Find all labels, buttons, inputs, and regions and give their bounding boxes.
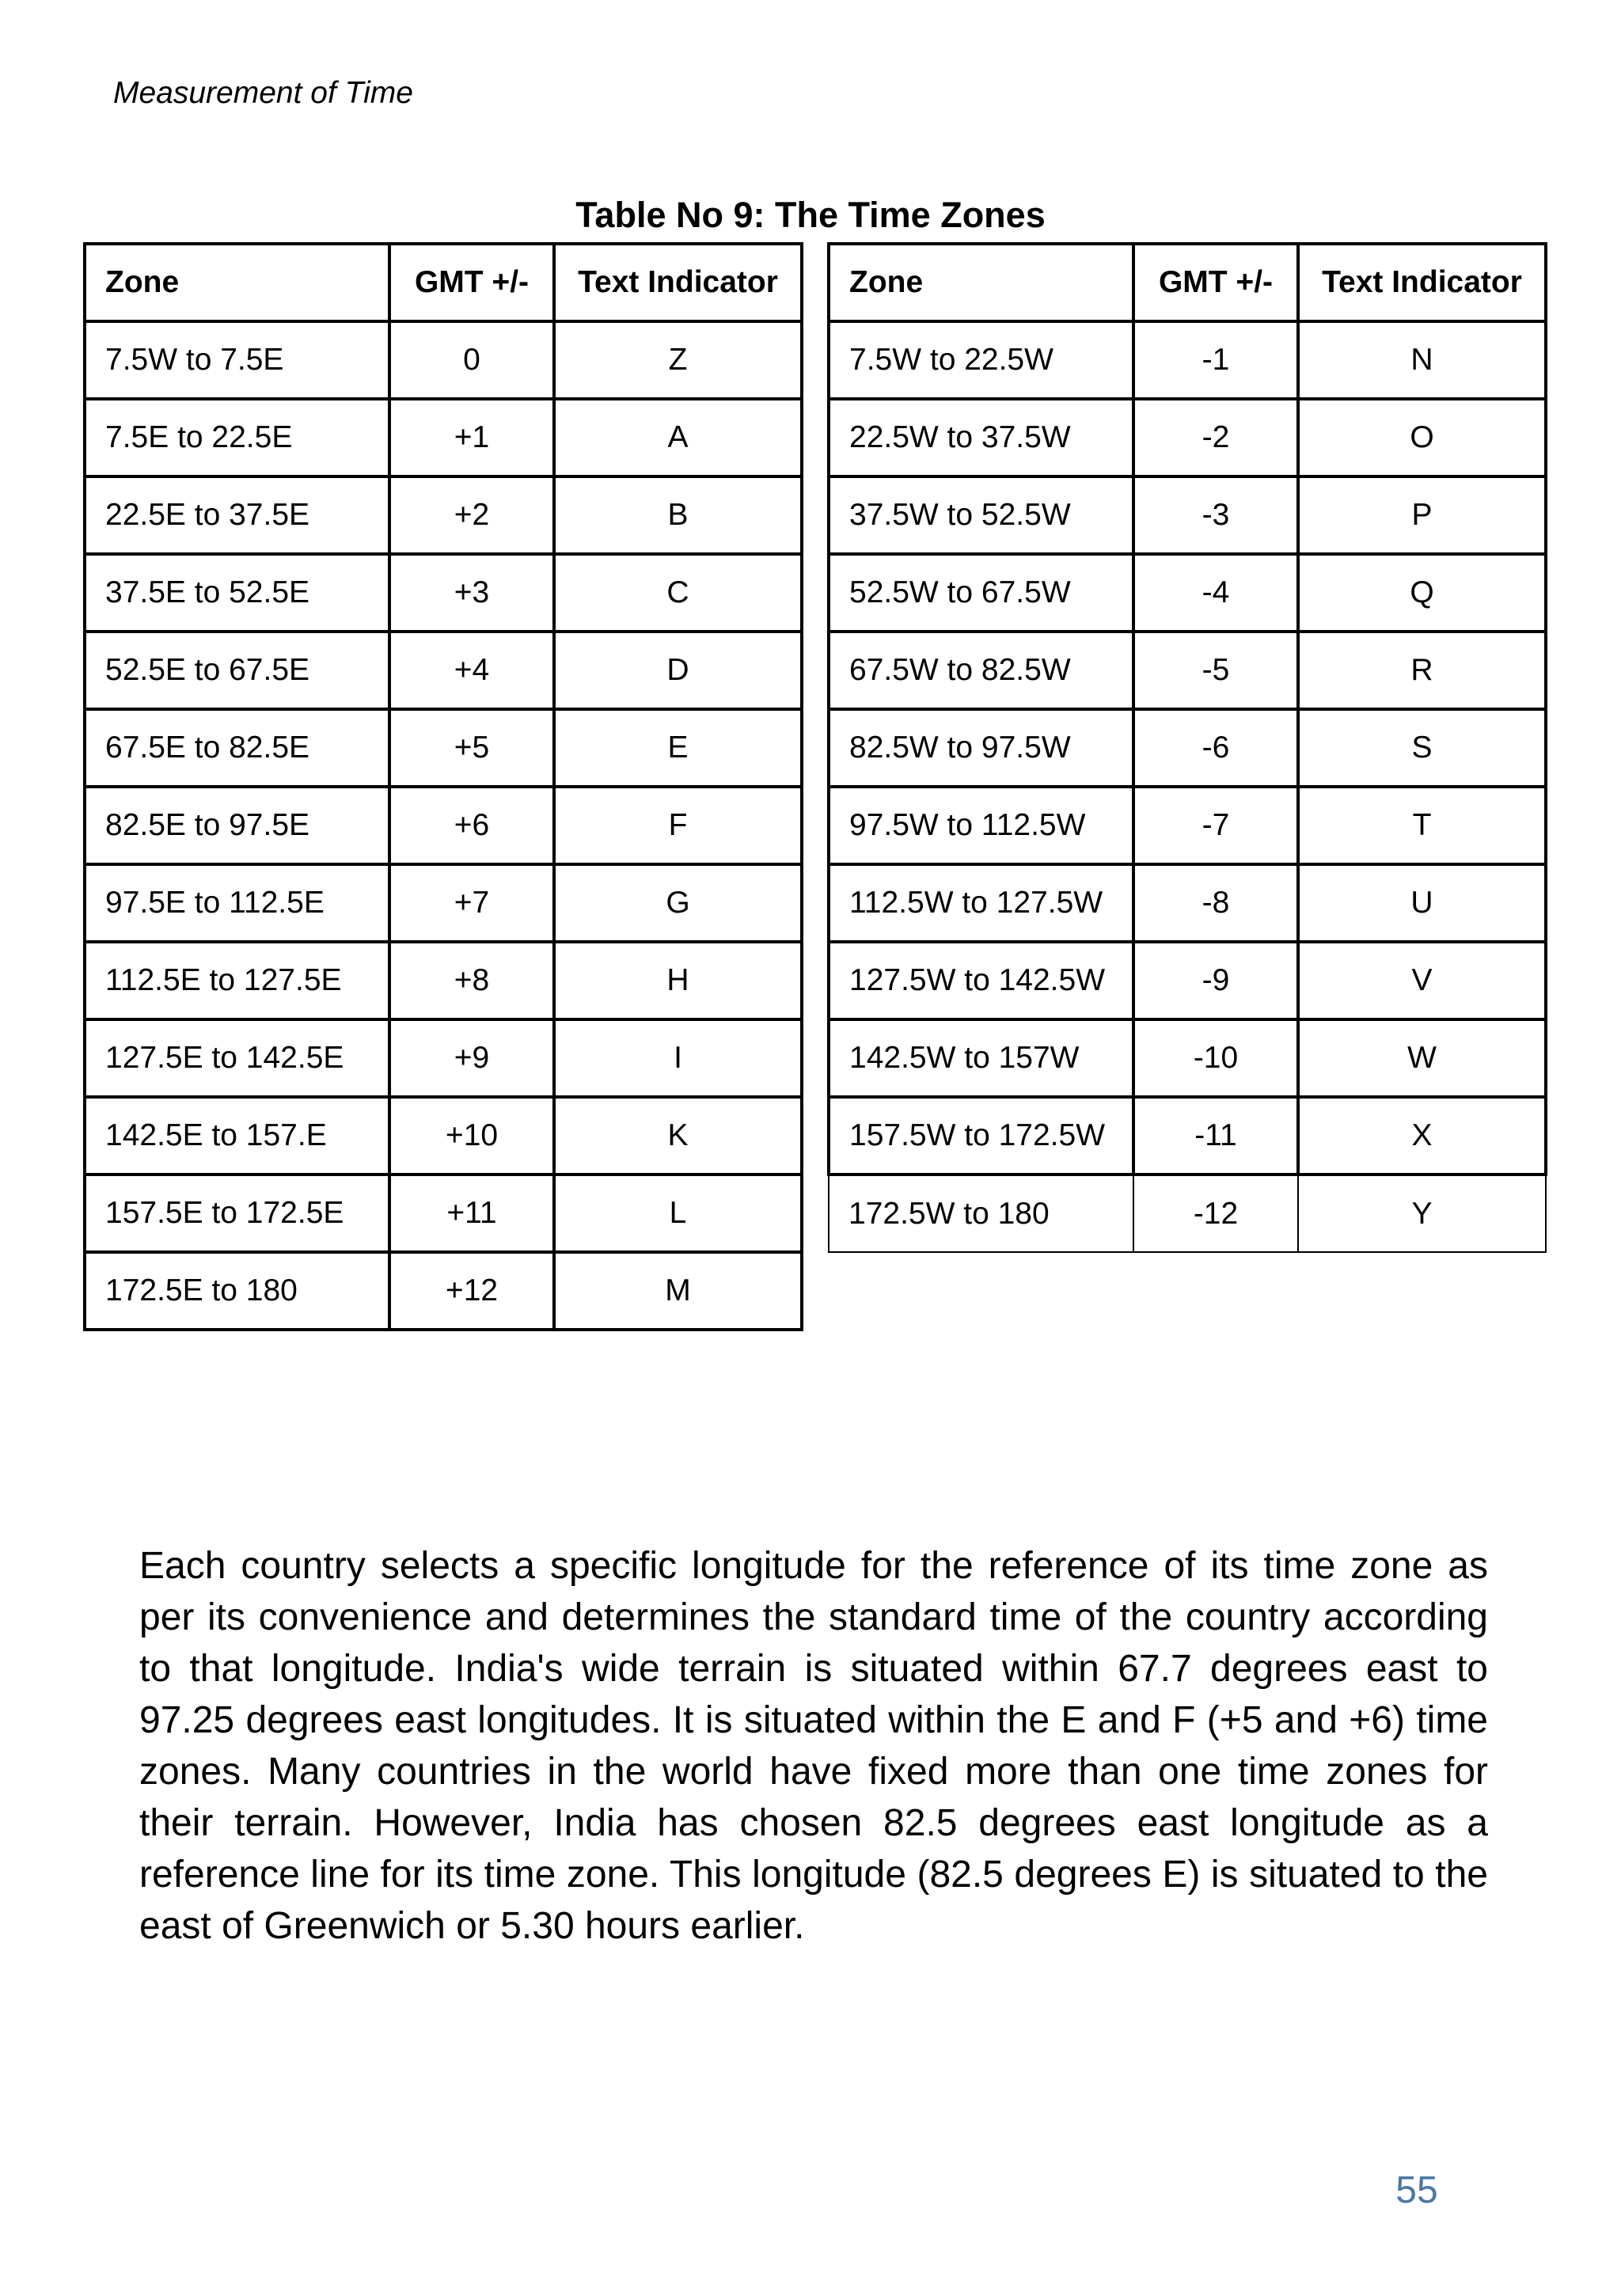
table-row <box>85 476 802 554</box>
cell-text-indicator: C <box>554 554 802 632</box>
cell-zone: 97.5W to 112.5W <box>829 787 1133 864</box>
table-row <box>85 864 802 942</box>
table-row <box>829 787 1546 864</box>
table-row <box>829 1019 1546 1097</box>
cell-text-indicator: F <box>554 787 802 864</box>
page-number: 55 <box>1395 2169 1438 2211</box>
cell-zone: 142.5E to 157.E <box>85 1097 389 1175</box>
table-header-row <box>85 244 802 321</box>
table-row <box>829 1097 1546 1175</box>
cell-zone: 142.5W to 157W <box>829 1019 1133 1097</box>
cell-text-indicator: M <box>554 1252 802 1330</box>
table-row <box>829 399 1546 476</box>
table-header-row <box>829 244 1546 321</box>
cell-zone: 112.5W to 127.5W <box>829 864 1133 942</box>
cell-zone: 7.5W to 22.5W <box>829 321 1133 399</box>
body-paragraph: Each country selects a specific longitude for the reference of its time zone as per its convenience and determines the standard time of the country according to that longitude. India's wide terrain is situated within 67.7 degrees east to 97.25 degrees east longitudes. It is situated within the E and F (+5 and +6) time zones. Many countries in the world have fixed more than one time zones for their terrain. However, India has chosen 82.5 degrees east longitude as a reference line for its time zone. This longitude (82.5 degrees E) is situated to the east of Greenwich or 5.30 hours earlier. <box>139 1545 1488 1947</box>
cell-zone: 7.5W to 7.5E <box>85 321 389 399</box>
cell-gmt-offset: -8 <box>1133 864 1298 942</box>
cell-zone: 172.5E to 180 <box>85 1252 389 1330</box>
column-header-gmt: GMT +/- <box>1133 244 1298 321</box>
table-row <box>829 942 1546 1019</box>
cell-gmt-offset: -5 <box>1133 632 1298 709</box>
column-header-text-indicator: Text Indicator <box>1298 244 1546 321</box>
table-row <box>85 1019 802 1097</box>
table-row <box>829 709 1546 787</box>
cell-zone: 67.5E to 82.5E <box>85 709 389 787</box>
cell-gmt-offset: -4 <box>1133 554 1298 632</box>
table-row <box>85 1252 802 1330</box>
cell-text-indicator: E <box>554 709 802 787</box>
cell-text-indicator: O <box>1298 399 1546 476</box>
cell-gmt-offset: +5 <box>389 709 554 787</box>
cell-zone: 97.5E to 112.5E <box>85 864 389 942</box>
cell-gmt-offset: +8 <box>389 942 554 1019</box>
cell-gmt-offset: -1 <box>1133 321 1298 399</box>
cell-text-indicator: S <box>1298 709 1546 787</box>
time-zones-table-west <box>827 242 1547 1253</box>
cell-zone: 22.5E to 37.5E <box>85 476 389 554</box>
cell-zone: 22.5W to 37.5W <box>829 399 1133 476</box>
table-row <box>85 632 802 709</box>
cell-gmt-offset: -12 <box>1133 1175 1298 1252</box>
cell-text-indicator: R <box>1298 632 1546 709</box>
table-row <box>85 399 802 476</box>
cell-gmt-offset: -7 <box>1133 787 1298 864</box>
cell-gmt-offset: -11 <box>1133 1097 1298 1175</box>
cell-text-indicator: Q <box>1298 554 1546 632</box>
cell-zone: 112.5E to 127.5E <box>85 942 389 1019</box>
table-row <box>85 787 802 864</box>
cell-text-indicator: B <box>554 476 802 554</box>
table-title: Table No 9: The Time Zones <box>575 195 1046 235</box>
time-zones-table-east <box>83 242 803 1331</box>
cell-text-indicator: I <box>554 1019 802 1097</box>
cell-zone: 82.5W to 97.5W <box>829 709 1133 787</box>
cell-zone: 157.5E to 172.5E <box>85 1175 389 1252</box>
table-row <box>829 554 1546 632</box>
table-row <box>829 476 1546 554</box>
cell-zone: 7.5E to 22.5E <box>85 399 389 476</box>
cell-text-indicator: Z <box>554 321 802 399</box>
table-row <box>829 632 1546 709</box>
cell-zone: 127.5E to 142.5E <box>85 1019 389 1097</box>
cell-gmt-offset: +9 <box>389 1019 554 1097</box>
table-row <box>85 321 802 399</box>
cell-gmt-offset: +7 <box>389 864 554 942</box>
cell-gmt-offset: +1 <box>389 399 554 476</box>
table-row <box>829 864 1546 942</box>
cell-gmt-offset: +4 <box>389 632 554 709</box>
table-row <box>85 1097 802 1175</box>
cell-gmt-offset: +12 <box>389 1252 554 1330</box>
cell-gmt-offset: +11 <box>389 1175 554 1252</box>
cell-gmt-offset: -9 <box>1133 942 1298 1019</box>
cell-gmt-offset: -6 <box>1133 709 1298 787</box>
column-header-gmt: GMT +/- <box>389 244 554 321</box>
cell-gmt-offset: +3 <box>389 554 554 632</box>
cell-text-indicator: W <box>1298 1019 1546 1097</box>
cell-text-indicator: X <box>1298 1097 1546 1175</box>
table-row <box>85 709 802 787</box>
cell-text-indicator: Y <box>1298 1175 1546 1252</box>
cell-zone: 67.5W to 82.5W <box>829 632 1133 709</box>
cell-zone: 37.5W to 52.5W <box>829 476 1133 554</box>
column-header-text-indicator: Text Indicator <box>554 244 802 321</box>
cell-text-indicator: P <box>1298 476 1546 554</box>
cell-zone: 157.5W to 172.5W <box>829 1097 1133 1175</box>
cell-text-indicator: N <box>1298 321 1546 399</box>
running-header: Measurement of Time <box>113 76 413 110</box>
cell-zone: 172.5W to 180 <box>829 1175 1133 1252</box>
cell-text-indicator: V <box>1298 942 1546 1019</box>
cell-gmt-offset: +6 <box>389 787 554 864</box>
cell-gmt-offset: -10 <box>1133 1019 1298 1097</box>
cell-text-indicator: L <box>554 1175 802 1252</box>
cell-zone: 82.5E to 97.5E <box>85 787 389 864</box>
table-row <box>85 942 802 1019</box>
cell-gmt-offset: -3 <box>1133 476 1298 554</box>
cell-gmt-offset: +10 <box>389 1097 554 1175</box>
column-header-zone: Zone <box>829 244 1133 321</box>
column-header-zone: Zone <box>85 244 389 321</box>
table-row <box>85 1175 802 1252</box>
cell-zone: 52.5W to 67.5W <box>829 554 1133 632</box>
table-row <box>85 554 802 632</box>
cell-text-indicator: T <box>1298 787 1546 864</box>
cell-gmt-offset: +2 <box>389 476 554 554</box>
cell-text-indicator: A <box>554 399 802 476</box>
table-row <box>829 1175 1546 1252</box>
cell-gmt-offset: -2 <box>1133 399 1298 476</box>
cell-zone: 52.5E to 67.5E <box>85 632 389 709</box>
cell-text-indicator: H <box>554 942 802 1019</box>
table-row <box>829 321 1546 399</box>
cell-zone: 37.5E to 52.5E <box>85 554 389 632</box>
cell-text-indicator: D <box>554 632 802 709</box>
cell-zone: 127.5W to 142.5W <box>829 942 1133 1019</box>
cell-text-indicator: U <box>1298 864 1546 942</box>
cell-text-indicator: G <box>554 864 802 942</box>
cell-gmt-offset: 0 <box>389 321 554 399</box>
cell-text-indicator: K <box>554 1097 802 1175</box>
